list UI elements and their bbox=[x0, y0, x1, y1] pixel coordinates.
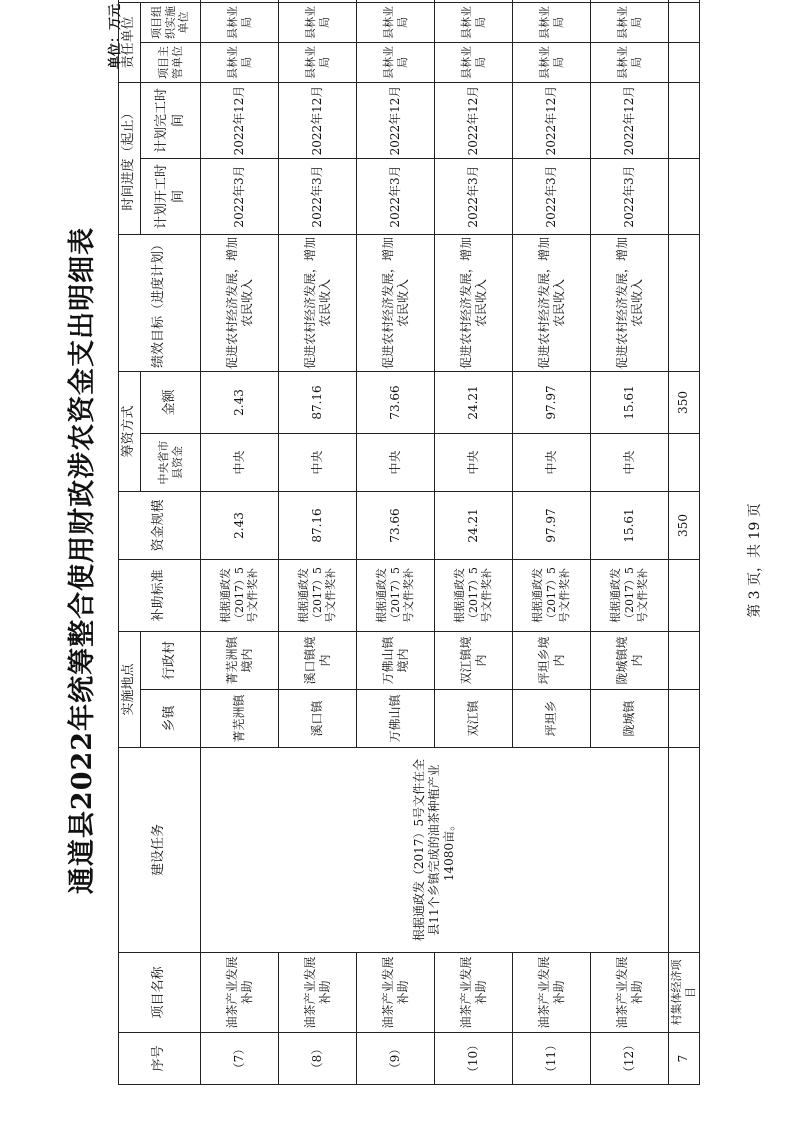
cell-scale: 15.61 bbox=[591, 491, 669, 559]
summary-seq: 7 bbox=[669, 1033, 700, 1085]
header-project: 项目名称 bbox=[119, 953, 201, 1033]
header-seq: 序号 bbox=[119, 1033, 201, 1085]
header-funding: 筹资方式 bbox=[119, 371, 141, 491]
cell-resp-main: 县林业局 bbox=[357, 42, 435, 82]
header-schedule: 时间进度（起止） bbox=[119, 82, 141, 234]
cell-seq: （10） bbox=[435, 1033, 513, 1085]
header-funding-source: 中央省市县资金 bbox=[141, 433, 201, 491]
cell-scale: 2.43 bbox=[201, 491, 279, 559]
header-task: 建设任务 bbox=[119, 748, 201, 953]
header-scale: 资金规模 bbox=[119, 491, 201, 559]
cell-task: 根据通政发（2017）5号文件在全县11个乡镇完成的油茶种植产业14080亩。 bbox=[201, 748, 669, 953]
cell-township: 菁芜洲镇 bbox=[201, 690, 279, 748]
cell-remark bbox=[279, 0, 357, 2]
cell-goal: 促进农村经济发展，增加农民收入 bbox=[513, 234, 591, 371]
cell-goal: 促进农村经济发展，增加农民收入 bbox=[279, 234, 357, 371]
cell-village: 陇城镇境内 bbox=[591, 631, 669, 689]
cell-subsidy: 根据通政发（2017）5号文件奖补 bbox=[279, 559, 357, 631]
cell-end: 2022年12月 bbox=[279, 82, 357, 158]
cell-project: 油茶产业发展补助 bbox=[591, 953, 669, 1033]
cell-seq: （8） bbox=[279, 1033, 357, 1085]
cell-village: 坪坦乡境内 bbox=[513, 631, 591, 689]
cell-start: 2022年3月 bbox=[279, 158, 357, 234]
cell-subsidy: 根据通政发（2017）5号文件奖补 bbox=[357, 559, 435, 631]
cell-subsidy: 根据通政发（2017）5号文件奖补 bbox=[513, 559, 591, 631]
cell-township: 万佛山镇 bbox=[357, 690, 435, 748]
summary-scale: 350 bbox=[669, 491, 700, 559]
cell-resp-main: 县林业局 bbox=[591, 42, 669, 82]
summary-project: 村集体经济项目 bbox=[669, 953, 700, 1033]
cell-resp-main: 县林业局 bbox=[201, 42, 279, 82]
unit-label: 单位：万元 bbox=[108, 4, 123, 70]
cell-project: 油茶产业发展补助 bbox=[201, 953, 279, 1033]
cell-source: 中央 bbox=[435, 433, 513, 491]
cell-resp-main: 县林业局 bbox=[279, 42, 357, 82]
cell-remark bbox=[201, 0, 279, 2]
summary-amount: 350 bbox=[669, 371, 700, 433]
cell-goal: 促进农村经济发展，增加农民收入 bbox=[357, 234, 435, 371]
cell-project: 油茶产业发展补助 bbox=[435, 953, 513, 1033]
cell-remark bbox=[357, 0, 435, 2]
cell-end: 2022年12月 bbox=[591, 82, 669, 158]
cell-start: 2022年3月 bbox=[591, 158, 669, 234]
cell-goal: 促进农村经济发展，增加农民收入 bbox=[591, 234, 669, 371]
summary-row bbox=[669, 0, 700, 1085]
cell-village: 菁芜洲镇境内 bbox=[201, 631, 279, 689]
cell-resp-main: 县林业局 bbox=[513, 42, 591, 82]
cell-resp-org: 县林业局 bbox=[513, 2, 591, 42]
cell-remark bbox=[513, 0, 591, 2]
cell-village: 双江镇境内 bbox=[435, 631, 513, 689]
cell-amount: 15.61 bbox=[591, 371, 669, 433]
header-end: 计划完工时间 bbox=[141, 82, 201, 158]
cell-seq: （9） bbox=[357, 1033, 435, 1085]
page-title: 通道县2022年统筹整合使用财政涉农资金支出明细表 bbox=[67, 226, 98, 895]
cell-subsidy: 根据通政发（2017）5号文件奖补 bbox=[201, 559, 279, 631]
cell-township: 溪口镇 bbox=[279, 690, 357, 748]
cell-end: 2022年12月 bbox=[201, 82, 279, 158]
cell-source: 中央 bbox=[201, 433, 279, 491]
cell-source: 中央 bbox=[513, 433, 591, 491]
cell-remark bbox=[591, 0, 669, 2]
table-row bbox=[201, 0, 279, 1085]
cell-amount: 97.97 bbox=[513, 371, 591, 433]
cell-scale: 97.97 bbox=[513, 491, 591, 559]
cell-subsidy: 根据通政发（2017）5号文件奖补 bbox=[435, 559, 513, 631]
header-village: 行政村 bbox=[141, 631, 201, 689]
cell-resp-org: 县林业局 bbox=[591, 2, 669, 42]
cell-resp-org: 县林业局 bbox=[357, 2, 435, 42]
expenditure-table bbox=[118, 0, 700, 1085]
header-funding-amount: 金额 bbox=[141, 371, 201, 433]
cell-subsidy: 根据通政发（2017）5号文件奖补 bbox=[591, 559, 669, 631]
cell-scale: 87.16 bbox=[279, 491, 357, 559]
cell-start: 2022年3月 bbox=[201, 158, 279, 234]
cell-township: 双江镇 bbox=[435, 690, 513, 748]
page-footer: 第 3 页，共 19 页 bbox=[747, 503, 763, 618]
cell-amount: 73.66 bbox=[357, 371, 435, 433]
cell-resp-org: 县林业局 bbox=[279, 2, 357, 42]
cell-township: 陇城镇 bbox=[591, 690, 669, 748]
cell-project: 油茶产业发展补助 bbox=[513, 953, 591, 1033]
cell-seq: （12） bbox=[591, 1033, 669, 1085]
cell-project: 油茶产业发展补助 bbox=[279, 953, 357, 1033]
header-goal: 绩效目标（进度计划） bbox=[119, 234, 201, 371]
header-resp-org: 项目组织实施单位 bbox=[141, 2, 201, 42]
cell-village: 溪口镇境内 bbox=[279, 631, 357, 689]
cell-start: 2022年3月 bbox=[435, 158, 513, 234]
header-subsidy: 补助标准 bbox=[119, 559, 201, 631]
cell-seq: （11） bbox=[513, 1033, 591, 1085]
header-location: 实施地点 bbox=[119, 631, 141, 747]
cell-township: 坪坦乡 bbox=[513, 690, 591, 748]
cell-resp-org: 县林业局 bbox=[201, 2, 279, 42]
cell-project: 油茶产业发展补助 bbox=[357, 953, 435, 1033]
cell-resp-main: 县林业局 bbox=[435, 42, 513, 82]
cell-scale: 24.21 bbox=[435, 491, 513, 559]
cell-end: 2022年12月 bbox=[513, 82, 591, 158]
header-start: 计划开工时间 bbox=[141, 158, 201, 234]
cell-village: 万佛山镇境内 bbox=[357, 631, 435, 689]
header-township: 乡镇 bbox=[141, 690, 201, 748]
cell-goal: 促进农村经济发展，增加农民收入 bbox=[201, 234, 279, 371]
cell-seq: （7） bbox=[201, 1033, 279, 1085]
cell-start: 2022年3月 bbox=[513, 158, 591, 234]
cell-goal: 促进农村经济发展，增加农民收入 bbox=[435, 234, 513, 371]
cell-end: 2022年12月 bbox=[435, 82, 513, 158]
cell-source: 中央 bbox=[279, 433, 357, 491]
cell-resp-org: 县林业局 bbox=[435, 2, 513, 42]
cell-source: 中央 bbox=[357, 433, 435, 491]
cell-remark bbox=[435, 0, 513, 2]
cell-scale: 73.66 bbox=[357, 491, 435, 559]
cell-amount: 24.21 bbox=[435, 371, 513, 433]
cell-source: 中央 bbox=[591, 433, 669, 491]
cell-start: 2022年3月 bbox=[357, 158, 435, 234]
cell-amount: 2.43 bbox=[201, 371, 279, 433]
cell-amount: 87.16 bbox=[279, 371, 357, 433]
header-resp-main: 项目主管单位 bbox=[141, 42, 201, 82]
header-resp: 责任单位 bbox=[119, 2, 141, 82]
cell-end: 2022年12月 bbox=[357, 82, 435, 158]
